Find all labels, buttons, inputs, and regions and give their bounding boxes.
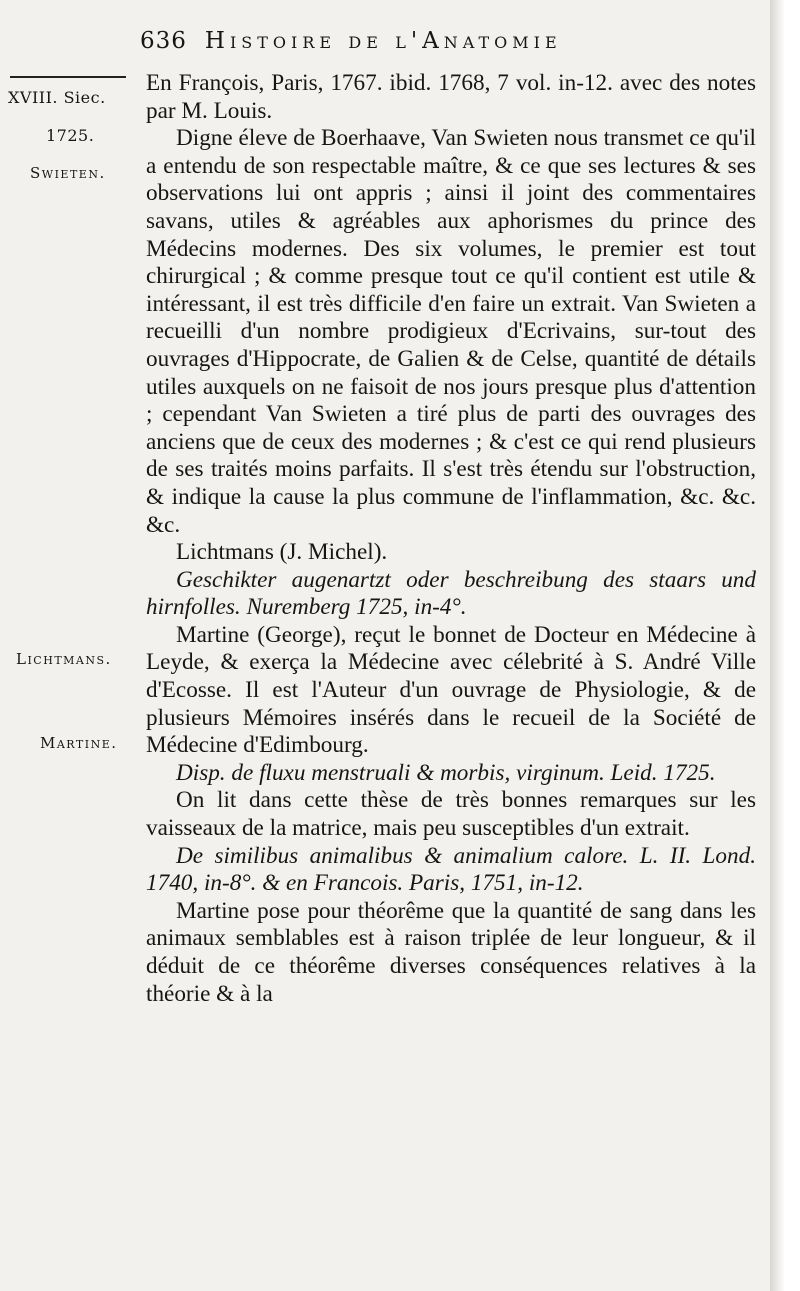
main-text xyxy=(146,70,756,1008)
paragraph-edition: En François, Paris, 1767. ibid. 1768, 7 vol. in-12. avec des notes par M. Louis. xyxy=(146,70,756,124)
margin-lichtmans: Lichtmans. xyxy=(16,650,112,668)
margin-swieten: Swieten. xyxy=(30,164,106,182)
paragraph-lichtmans: Lichtmans (J. Michel). xyxy=(176,539,388,566)
margin-rule xyxy=(10,76,126,78)
page-edge xyxy=(770,0,785,1291)
running-title: Histoire de l'Anatomie xyxy=(204,28,562,54)
margin-martine: Martine. xyxy=(40,734,118,752)
paragraph-martine-work-2: De similibus animalibus & animalium calore. L. II. Lond. 1740, in-8°. & en Francois. Paris, 1751, in-12. xyxy=(146,842,756,897)
paragraph-lichtmans-work: Geschikter augenartzt oder beschreibung des staars und hirnfolles. Nuremberg 1725, in-4°. xyxy=(146,566,756,621)
margin-year: 1725. xyxy=(46,126,95,145)
paragraph-martine-work-1: Disp. de fluxu menstruali & morbis, virginum. Leid. 1725. xyxy=(176,759,716,786)
paragraph-martine-remark: On lit dans cette thèse de très bonnes remarques sur les vaisseaux de la matrice, mais peu susceptibles d'un extrait. xyxy=(146,787,756,842)
margin-century: XVIII. Siec. xyxy=(8,88,106,107)
paragraph-martine-theorem: Martine pose pour théorême que la quantité de sang dans les animaux semblables est à raison triplée de leur longueur, & il déduit de ce théorême diverses conséquences relatives à la théorie & à la xyxy=(146,897,756,1007)
paragraph-martine: Martine (George), reçut le bonnet de Docteur en Médecine à Leyde, & exerça la Médecine avec célebrité à S. André Ville d'Ecosse. Il est l'Auteur d'un ouvrage de Physiologie, & de plusieurs Mémoires insérés dans le recueil de la Société de Médecine d'Edimbourg. xyxy=(146,621,756,759)
running-header xyxy=(140,28,760,54)
paragraph-swieten: Digne éleve de Boerhaave, Van Swieten nous transmet ce qu'il a entendu de son respectable maître, & ce que ses lectures & ses observations lui ont appris ; ainsi il joint des commentaires savans, utiles & agréables aux aphorismes du prince des Médecins modernes. Des six volumes, le premier est tout chirurgical ; & comme presque tout ce qu'il contient est utile & intéressant, il est très difficile d'en faire un extrait. Van Swieten a recueilli d'un nombre prodigieux d'Ecrivains, sur-tout des ouvrages d'Hippocrate, de Galien & de Celse, quantité de détails utiles auxquels on ne faisoit de nos jours presque plus d'attention ; cependant Van Swieten a tiré plus de parti des ouvrages des anciens que de ceux des modernes ; & c'est ce qui rend plusieurs de ses traités moins parfaits. Il s'est très étendu sur l'obstruction, & indique la cause la plus commune de l'inflammation, &c. &c. &c. xyxy=(146,125,756,538)
page-number: 636 xyxy=(140,28,187,54)
